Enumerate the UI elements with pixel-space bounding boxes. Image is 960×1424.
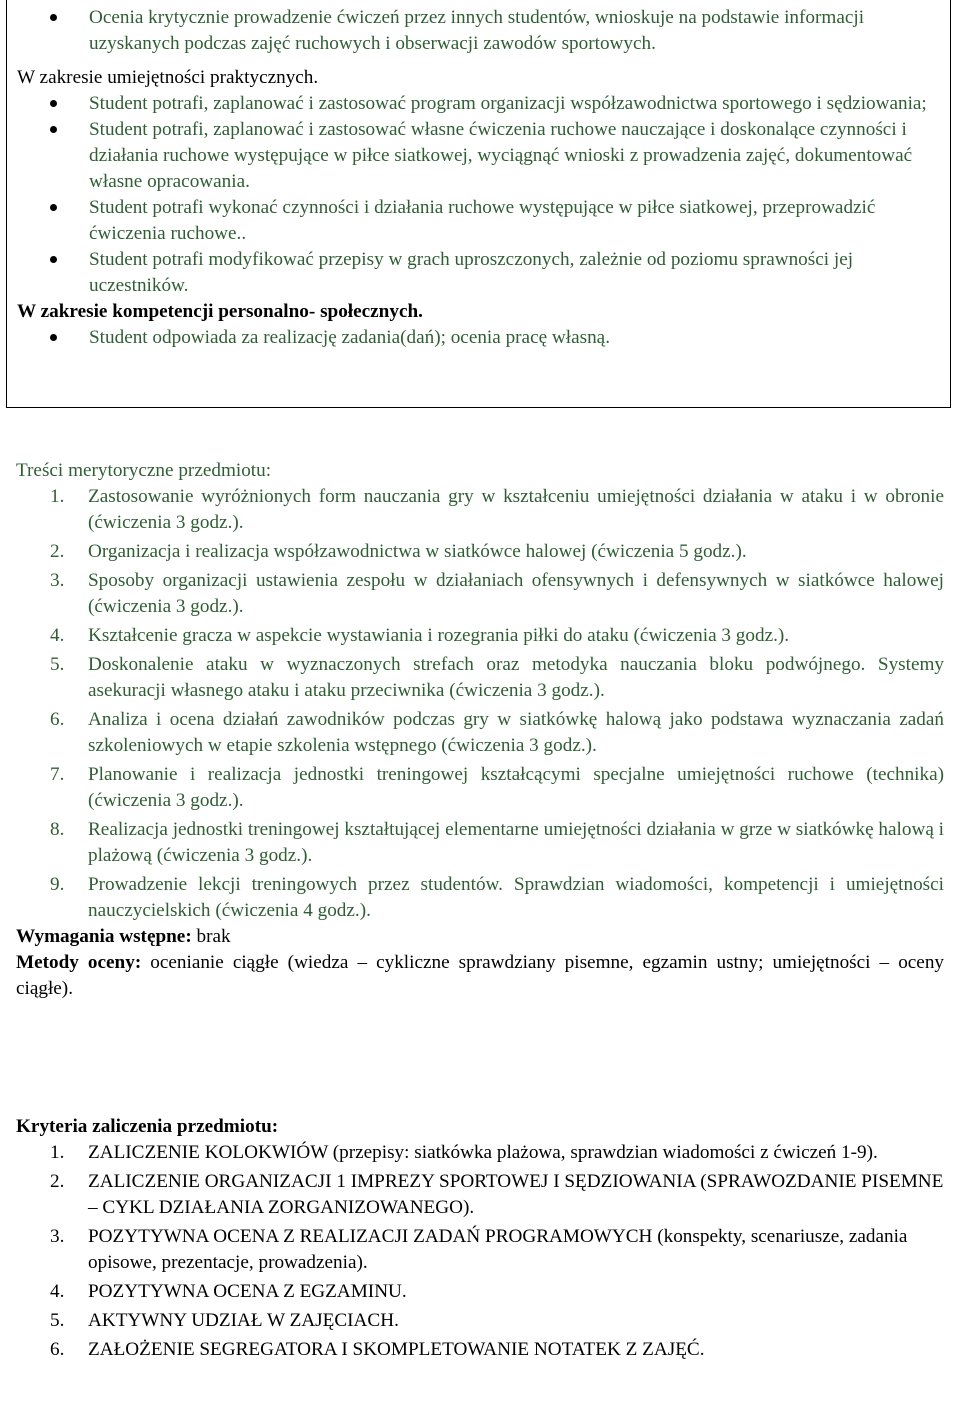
list-item-text: Student potrafi, zaplanować i zastosować program organizacji współzawodnictwa sportowego i sędziowania; — [89, 93, 927, 114]
item-number: 5. — [50, 1310, 65, 1331]
item-text: Organizacja i realizacja współzawodnictwa w siatkówce halowej (ćwiczenia 5 godz.). — [88, 541, 747, 562]
item-text: AKTYWNY UDZIAŁ W ZAJĘCIACH. — [88, 1310, 399, 1331]
item-number: 6. — [50, 709, 65, 730]
bullet-icon — [50, 14, 57, 21]
item-number: 3. — [50, 570, 65, 591]
item-text: ZALICZENIE KOLOKWIÓW (przepisy: siatkówka plażowa, sprawdzian wiadomości z ćwiczeń 1-9). — [88, 1142, 878, 1163]
item-text: Prowadzenie lekcji treningowych przez studentów. Sprawdzian wiadomości, kompetencji i umiejętności nauczycielskich (ćwiczenia 4 godz.). — [88, 874, 944, 921]
bullet-icon — [50, 100, 57, 107]
item-text: Sposoby organizacji ustawienia zespołu w działaniach ofensywnych i defensywnych w siatkówce halowej (ćwiczenia 3 godz.). — [88, 570, 944, 617]
knowledge-bullet-list — [17, 5, 945, 57]
list-item — [17, 117, 945, 195]
contents-list — [16, 484, 944, 924]
assessment-label: Metody oceny: — [16, 952, 142, 973]
list-item — [16, 872, 944, 924]
requirements-label: Wymagania wstępne: — [16, 926, 192, 947]
item-number: 6. — [50, 1339, 65, 1360]
list-item-text: Ocenia krytycznie prowadzenie ćwiczeń przez innych studentów, wnioskuje na podstawie informacji uzyskanych podczas zajęć ruchowych i obserwacji zawodów sportowych. — [89, 7, 865, 54]
learning-outcomes-box — [6, 0, 951, 408]
item-number: 7. — [50, 764, 65, 785]
item-number: 1. — [50, 1142, 65, 1163]
list-item — [17, 91, 945, 117]
item-text: ZALICZENIE ORGANIZACJI 1 IMPREZY SPORTOWEJ I SĘDZIOWANIA (SPRAWOZDANIE PISEMNE – CYKL DZIAŁANIA ZORGANIZOWANEGO). — [88, 1171, 944, 1218]
item-number: 1. — [50, 486, 65, 507]
item-text: Doskonalenie ataku w wyznaczonych strefach oraz metodyka nauczania bloku podwójnego. Systemy asekuracji własnego ataku i ataku przeciwnika (ćwiczenia 3 godz.). — [88, 654, 944, 701]
list-item — [16, 707, 944, 759]
skills-heading: W zakresie umiejętności praktycznych. — [17, 67, 319, 88]
list-item — [16, 817, 944, 869]
list-item — [16, 1337, 944, 1363]
item-text: POZYTYWNA OCENA Z EGZAMINU. — [88, 1281, 407, 1302]
requirements-value: brak — [191, 926, 231, 947]
list-item-text: Student potrafi wykonać czynności i działania ruchowe występujące w piłce siatkowej, przeprowadzić ćwiczenia ruchowe.. — [89, 197, 876, 244]
list-item — [16, 652, 944, 704]
list-item — [16, 623, 944, 649]
item-text: POZYTYWNA OCENA Z REALIZACJI ZADAŃ PROGRAMOWYCH (konspekty, scenariusze, zadania opisowe, prezentacje, prowadzenia). — [88, 1226, 908, 1273]
item-number: 2. — [50, 541, 65, 562]
item-number: 2. — [50, 1171, 65, 1192]
item-number: 4. — [50, 1281, 65, 1302]
bullet-icon — [50, 204, 57, 211]
item-text: Zastosowanie wyróżnionych form nauczania gry w kształceniu umiejętności działania w ataku i w obronie (ćwiczenia 3 godz.). — [88, 486, 944, 533]
item-text: Kształcenie gracza w aspekcie wystawiania i rozegrania piłki do ataku (ćwiczenia 3 godz.). — [88, 625, 790, 646]
criteria-heading: Kryteria zaliczenia przedmiotu: — [16, 1116, 279, 1137]
list-item-text: Student potrafi, zaplanować i zastosować własne ćwiczenia ruchowe nauczające i doskonalące czynności i działania ruchowe występujące w piłce siatkowej, wyciągnąć wnioski z prowadzenia zajęć, dokumentować własne opracowania. — [89, 119, 913, 192]
item-text: Realizacja jednostki treningowej kształtującej elementarne umiejętności działania w grze w siatkówkę halową i plażową (ćwiczenia 3 godz.). — [88, 819, 944, 866]
item-number: 9. — [50, 874, 65, 895]
requirements-line — [16, 924, 944, 950]
list-item — [16, 1140, 944, 1166]
item-text: ZAŁOŻENIE SEGREGATORA I SKOMPLETOWANIE NOTATEK Z ZAJĘĆ. — [88, 1339, 705, 1360]
competence-bullet-list — [17, 325, 945, 351]
contents-section — [16, 458, 944, 1002]
skills-bullet-list — [17, 91, 945, 299]
list-item — [16, 484, 944, 536]
item-text: Planowanie i realizacja jednostki treningowej kształcącymi specjalne umiejętności ruchowe (technika) (ćwiczenia 3 godz.). — [88, 764, 944, 811]
list-item — [17, 247, 945, 299]
list-item — [17, 5, 945, 57]
criteria-list — [16, 1140, 944, 1363]
item-number: 3. — [50, 1226, 65, 1247]
item-number: 8. — [50, 819, 65, 840]
contents-heading: Treści merytoryczne przedmiotu: — [16, 460, 272, 481]
list-item — [16, 568, 944, 620]
list-item — [17, 195, 945, 247]
list-item — [16, 762, 944, 814]
bullet-icon — [50, 126, 57, 133]
list-item — [16, 539, 944, 565]
assessment-line — [16, 950, 944, 1002]
assessment-value: ocenianie ciągłe (wiedza – cykliczne sprawdziany pisemne, egzamin ustny; umiejętności – oceny ciągłe). — [16, 952, 945, 999]
list-item — [17, 325, 945, 351]
list-item — [16, 1279, 944, 1305]
item-number: 5. — [50, 654, 65, 675]
list-item — [16, 1308, 944, 1334]
list-item — [16, 1224, 944, 1276]
list-item-text: Student potrafi modyfikować przepisy w grach uproszczonych, zależnie od poziomu sprawności jej uczestników. — [89, 249, 854, 296]
bullet-icon — [50, 334, 57, 341]
item-number: 4. — [50, 625, 65, 646]
learning-outcomes-content — [17, 5, 945, 351]
item-text: Analiza i ocena działań zawodników podczas gry w siatkówkę halową jako podstawa wyznaczania zadań szkoleniowych w etapie szkolenia wstępnego (ćwiczenia 3 godz.). — [88, 709, 944, 756]
bullet-icon — [50, 256, 57, 263]
list-item — [16, 1169, 944, 1221]
competence-heading: W zakresie kompetencji personalno- społecznych. — [17, 301, 423, 322]
criteria-section — [16, 1114, 944, 1363]
list-item-text: Student odpowiada za realizację zadania(dań); ocenia pracę własną. — [89, 327, 610, 348]
